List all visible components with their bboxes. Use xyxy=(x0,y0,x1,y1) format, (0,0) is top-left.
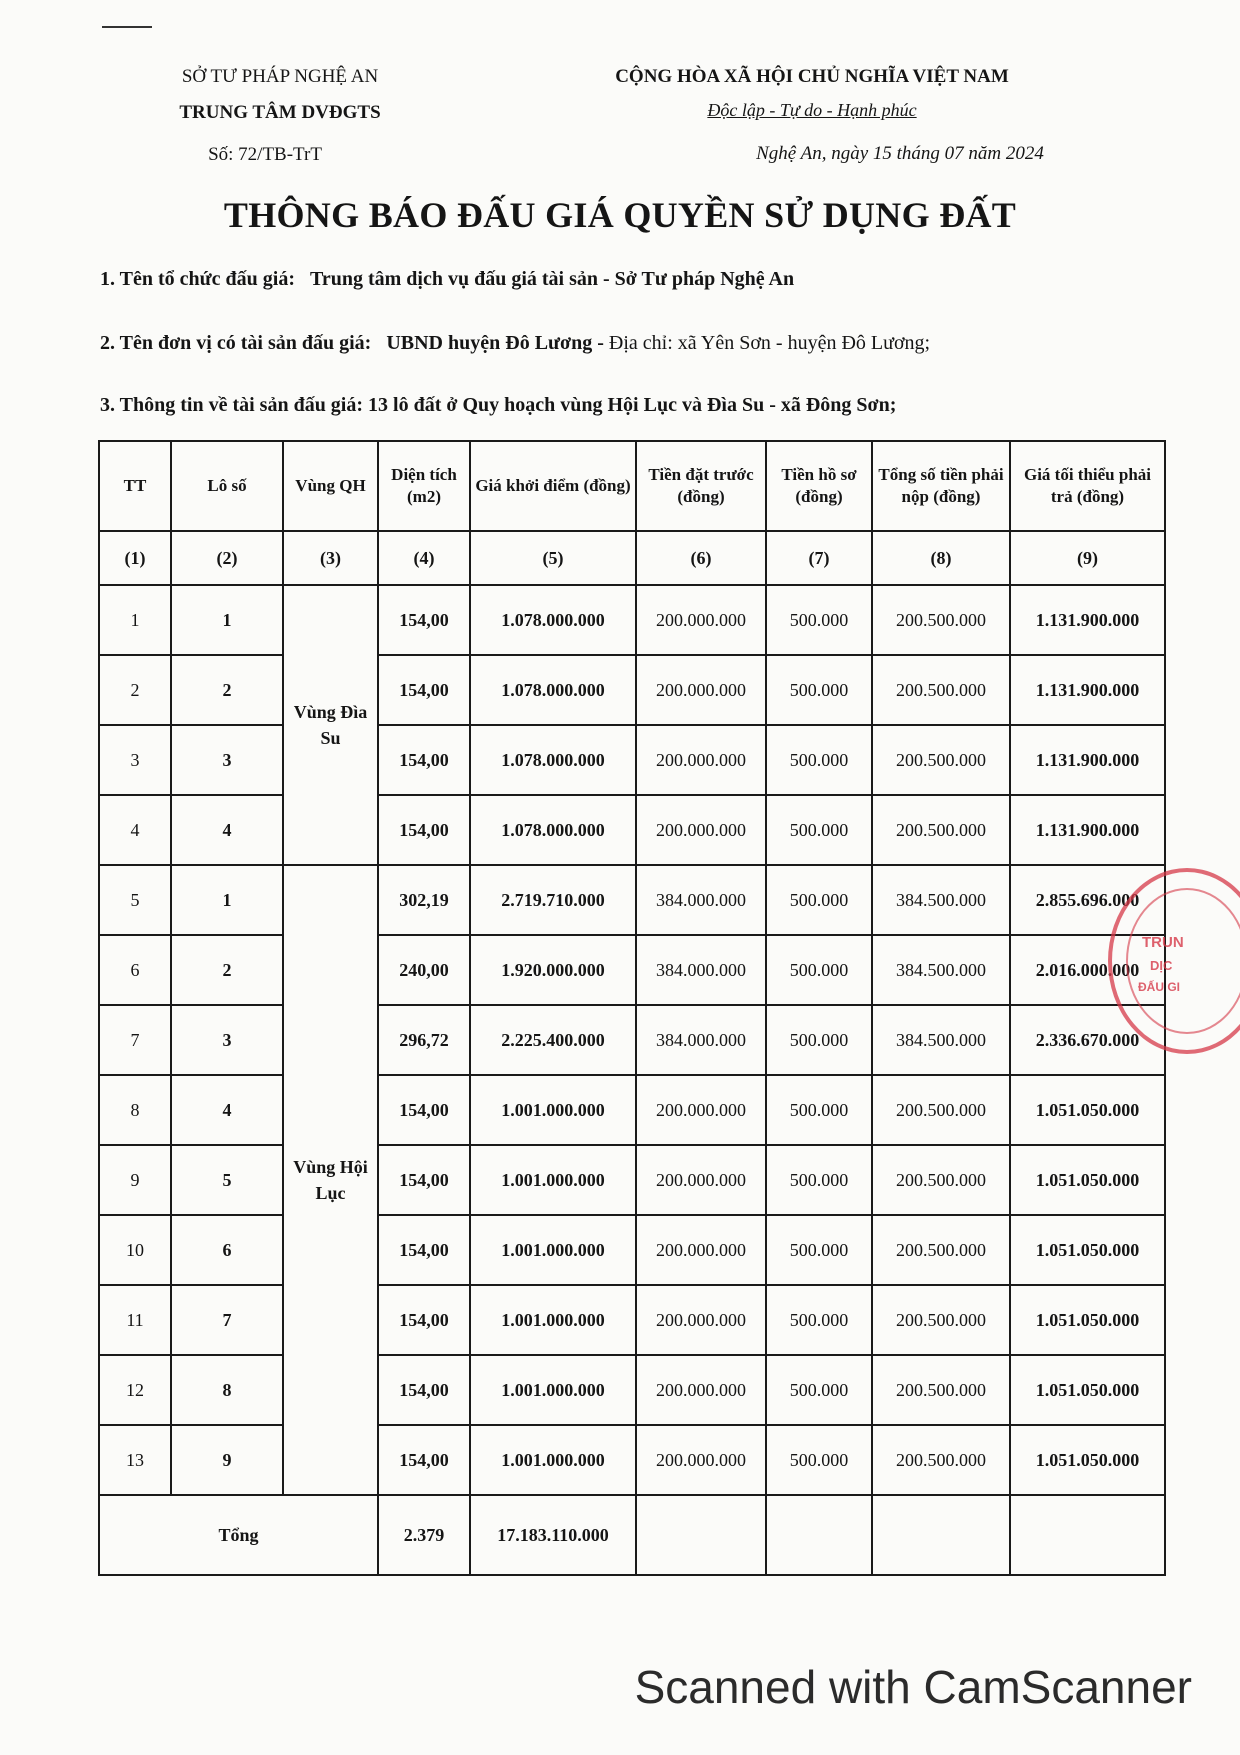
deposit-cell: 200.000.000 xyxy=(636,1355,766,1425)
motto: Độc lập - Tự do - Hạnh phúc xyxy=(707,100,917,120)
table-row xyxy=(99,1355,1165,1425)
area-cell: 154,00 xyxy=(378,1075,470,1145)
area-cell: 296,72 xyxy=(378,1005,470,1075)
table-row xyxy=(99,935,1165,1005)
auction-table xyxy=(98,440,1166,1576)
section-1-value: Trung tâm dịch vụ đấu giá tài sản - Sở Tư pháp Nghệ An xyxy=(309,268,795,290)
empty-cell xyxy=(636,1495,766,1575)
seal-text: DỊC xyxy=(1150,958,1173,973)
start-price-cell: 2.719.710.000 xyxy=(470,865,636,935)
col-header: Giá tối thiểu phải trả (đồng) xyxy=(1010,441,1165,531)
area-cell: 302,19 xyxy=(378,865,470,935)
section-2-owner: UBND huyện Đô Lương - xyxy=(386,332,604,354)
row-index: 12 xyxy=(99,1355,171,1425)
min-price-cell: 2.016.000.000 xyxy=(1010,935,1165,1005)
area-cell: 154,00 xyxy=(378,725,470,795)
col-header: TT xyxy=(99,441,171,531)
area-cell: 240,00 xyxy=(378,935,470,1005)
section-2-address: Địa chỉ: xã Yên Sơn - huyện Đô Lương; xyxy=(608,332,931,354)
fee-cell: 500.000 xyxy=(766,1285,872,1355)
col-number: (6) xyxy=(636,531,766,585)
row-index: 3 xyxy=(99,725,171,795)
col-header: Vùng QH xyxy=(283,441,378,531)
place-date: Nghệ An, ngày 15 tháng 07 năm 2024 xyxy=(756,143,1044,164)
seal-text: ĐẤU GI xyxy=(1138,980,1180,994)
col-number: (7) xyxy=(766,531,872,585)
col-number: (9) xyxy=(1010,531,1165,585)
seal-inner-ring xyxy=(1126,888,1240,1034)
total-start-price: 17.183.110.000 xyxy=(470,1495,636,1575)
total-due-cell: 200.500.000 xyxy=(872,1075,1010,1145)
zone-cell: Vùng Đìa Su xyxy=(283,585,378,865)
area-cell: 154,00 xyxy=(378,1355,470,1425)
table-row xyxy=(99,585,1165,655)
col-header: Tổng số tiền phải nộp (đồng) xyxy=(872,441,1010,531)
total-due-cell: 200.500.000 xyxy=(872,725,1010,795)
min-price-cell: 1.051.050.000 xyxy=(1010,1425,1165,1495)
col-header: Tiền hồ sơ (đồng) xyxy=(766,441,872,531)
col-number: (3) xyxy=(283,531,378,585)
total-due-cell: 200.500.000 xyxy=(872,1355,1010,1425)
corner-mark xyxy=(102,26,152,28)
fee-cell: 500.000 xyxy=(766,1425,872,1495)
start-price-cell: 1.078.000.000 xyxy=(470,795,636,865)
deposit-cell: 200.000.000 xyxy=(636,795,766,865)
start-price-cell: 1.078.000.000 xyxy=(470,585,636,655)
lot-number: 7 xyxy=(171,1285,283,1355)
area-cell: 154,00 xyxy=(378,1285,470,1355)
lot-number: 2 xyxy=(171,935,283,1005)
col-header: Lô số xyxy=(171,441,283,531)
min-price-cell: 2.855.696.000 xyxy=(1010,865,1165,935)
row-index: 13 xyxy=(99,1425,171,1495)
row-index: 7 xyxy=(99,1005,171,1075)
fee-cell: 500.000 xyxy=(766,1075,872,1145)
area-cell: 154,00 xyxy=(378,1425,470,1495)
table-row xyxy=(99,1285,1165,1355)
table-row xyxy=(99,865,1165,935)
lot-number: 6 xyxy=(171,1215,283,1285)
table-row xyxy=(99,725,1165,795)
table-row xyxy=(99,655,1165,725)
total-due-cell: 200.500.000 xyxy=(872,1425,1010,1495)
seal-text: TRUN xyxy=(1142,934,1184,951)
col-header: Tiền đặt trước (đồng) xyxy=(636,441,766,531)
row-index: 4 xyxy=(99,795,171,865)
deposit-cell: 200.000.000 xyxy=(636,1285,766,1355)
fee-cell: 500.000 xyxy=(766,585,872,655)
deposit-cell: 200.000.000 xyxy=(636,655,766,725)
camscanner-watermark: Scanned with CamScanner xyxy=(634,1661,1192,1713)
row-index: 2 xyxy=(99,655,171,725)
col-header: Diện tích (m2) xyxy=(378,441,470,531)
lot-number: 4 xyxy=(171,795,283,865)
table-row xyxy=(99,1425,1165,1495)
section-2 xyxy=(100,332,930,355)
table-row xyxy=(99,1215,1165,1285)
fee-cell: 500.000 xyxy=(766,1005,872,1075)
total-due-cell: 200.500.000 xyxy=(872,655,1010,725)
section-2-label: 2. Tên đơn vị có tài sản đấu giá: xyxy=(100,332,372,354)
nation-title: CỘNG HÒA XÃ HỘI CHỦ NGHĨA VIỆT NAM xyxy=(615,66,1009,87)
lot-number: 4 xyxy=(171,1075,283,1145)
section-1-label: 1. Tên tổ chức đấu giá: xyxy=(100,268,295,290)
table-row xyxy=(99,1075,1165,1145)
lot-number: 8 xyxy=(171,1355,283,1425)
fee-cell: 500.000 xyxy=(766,865,872,935)
total-due-cell: 384.500.000 xyxy=(872,865,1010,935)
area-cell: 154,00 xyxy=(378,1145,470,1215)
deposit-cell: 384.000.000 xyxy=(636,865,766,935)
lot-number: 2 xyxy=(171,655,283,725)
deposit-cell: 200.000.000 xyxy=(636,725,766,795)
start-price-cell: 1.001.000.000 xyxy=(470,1075,636,1145)
total-area: 2.379 xyxy=(378,1495,470,1575)
min-price-cell: 1.131.900.000 xyxy=(1010,655,1165,725)
min-price-cell: 1.051.050.000 xyxy=(1010,1145,1165,1215)
total-due-cell: 200.500.000 xyxy=(872,585,1010,655)
lot-number: 9 xyxy=(171,1425,283,1495)
fee-cell: 500.000 xyxy=(766,725,872,795)
empty-cell xyxy=(872,1495,1010,1575)
min-price-cell: 1.131.900.000 xyxy=(1010,585,1165,655)
lot-number: 1 xyxy=(171,865,283,935)
deposit-cell: 200.000.000 xyxy=(636,1075,766,1145)
start-price-cell: 1.078.000.000 xyxy=(470,655,636,725)
fee-cell: 500.000 xyxy=(766,655,872,725)
row-index: 11 xyxy=(99,1285,171,1355)
document-title: THÔNG BÁO ĐẤU GIÁ QUYỀN SỬ DỤNG ĐẤT xyxy=(223,195,1017,235)
area-cell: 154,00 xyxy=(378,585,470,655)
total-row xyxy=(99,1495,1165,1575)
org-line-1: SỞ TƯ PHÁP NGHỆ AN xyxy=(181,66,379,87)
total-label: Tổng xyxy=(99,1495,378,1575)
area-cell: 154,00 xyxy=(378,1215,470,1285)
total-due-cell: 200.500.000 xyxy=(872,1285,1010,1355)
lot-number: 3 xyxy=(171,725,283,795)
col-number: (5) xyxy=(470,531,636,585)
area-cell: 154,00 xyxy=(378,655,470,725)
min-price-cell: 1.131.900.000 xyxy=(1010,795,1165,865)
min-price-cell: 2.336.670.000 xyxy=(1010,1005,1165,1075)
table-row xyxy=(99,795,1165,865)
org-line-2: TRUNG TÂM DVĐGTS xyxy=(179,102,381,123)
empty-cell xyxy=(766,1495,872,1575)
row-index: 8 xyxy=(99,1075,171,1145)
total-due-cell: 384.500.000 xyxy=(872,1005,1010,1075)
table-row xyxy=(99,1145,1165,1215)
row-index: 9 xyxy=(99,1145,171,1215)
deposit-cell: 200.000.000 xyxy=(636,1145,766,1215)
deposit-cell: 200.000.000 xyxy=(636,1425,766,1495)
lot-number: 1 xyxy=(171,585,283,655)
start-price-cell: 1.001.000.000 xyxy=(470,1355,636,1425)
start-price-cell: 1.001.000.000 xyxy=(470,1215,636,1285)
start-price-cell: 1.001.000.000 xyxy=(470,1145,636,1215)
min-price-cell: 1.051.050.000 xyxy=(1010,1075,1165,1145)
deposit-cell: 200.000.000 xyxy=(636,1215,766,1285)
empty-cell xyxy=(1010,1495,1165,1575)
lot-number: 5 xyxy=(171,1145,283,1215)
document-number: Số: 72/TB-TrT xyxy=(208,144,322,165)
total-due-cell: 384.500.000 xyxy=(872,935,1010,1005)
col-header: Giá khởi điểm (đồng) xyxy=(470,441,636,531)
start-price-cell: 2.225.400.000 xyxy=(470,1005,636,1075)
row-index: 5 xyxy=(99,865,171,935)
header-row xyxy=(99,441,1165,531)
fee-cell: 500.000 xyxy=(766,1215,872,1285)
column-number-row xyxy=(99,531,1165,585)
deposit-cell: 200.000.000 xyxy=(636,585,766,655)
min-price-cell: 1.051.050.000 xyxy=(1010,1355,1165,1425)
area-cell: 154,00 xyxy=(378,795,470,865)
col-number: (4) xyxy=(378,531,470,585)
start-price-cell: 1.920.000.000 xyxy=(470,935,636,1005)
start-price-cell: 1.078.000.000 xyxy=(470,725,636,795)
col-number: (2) xyxy=(171,531,283,585)
section-3: 3. Thông tin về tài sản đấu giá: 13 lô đất ở Quy hoạch vùng Hội Lục và Đìa Su - xã Đông Sơn; xyxy=(100,394,897,416)
section-1 xyxy=(100,268,794,291)
zone-cell: Vùng Hội Lục xyxy=(283,865,378,1495)
col-number: (1) xyxy=(99,531,171,585)
fee-cell: 500.000 xyxy=(766,1355,872,1425)
start-price-cell: 1.001.000.000 xyxy=(470,1425,636,1495)
start-price-cell: 1.001.000.000 xyxy=(470,1285,636,1355)
lot-number: 3 xyxy=(171,1005,283,1075)
total-due-cell: 200.500.000 xyxy=(872,1145,1010,1215)
fee-cell: 500.000 xyxy=(766,1145,872,1215)
col-number: (8) xyxy=(872,531,1010,585)
deposit-cell: 384.000.000 xyxy=(636,1005,766,1075)
min-price-cell: 1.051.050.000 xyxy=(1010,1285,1165,1355)
table-row xyxy=(99,1005,1165,1075)
min-price-cell: 1.131.900.000 xyxy=(1010,725,1165,795)
row-index: 6 xyxy=(99,935,171,1005)
total-due-cell: 200.500.000 xyxy=(872,1215,1010,1285)
row-index: 10 xyxy=(99,1215,171,1285)
row-index: 1 xyxy=(99,585,171,655)
total-due-cell: 200.500.000 xyxy=(872,795,1010,865)
min-price-cell: 1.051.050.000 xyxy=(1010,1215,1165,1285)
fee-cell: 500.000 xyxy=(766,795,872,865)
deposit-cell: 384.000.000 xyxy=(636,935,766,1005)
fee-cell: 500.000 xyxy=(766,935,872,1005)
